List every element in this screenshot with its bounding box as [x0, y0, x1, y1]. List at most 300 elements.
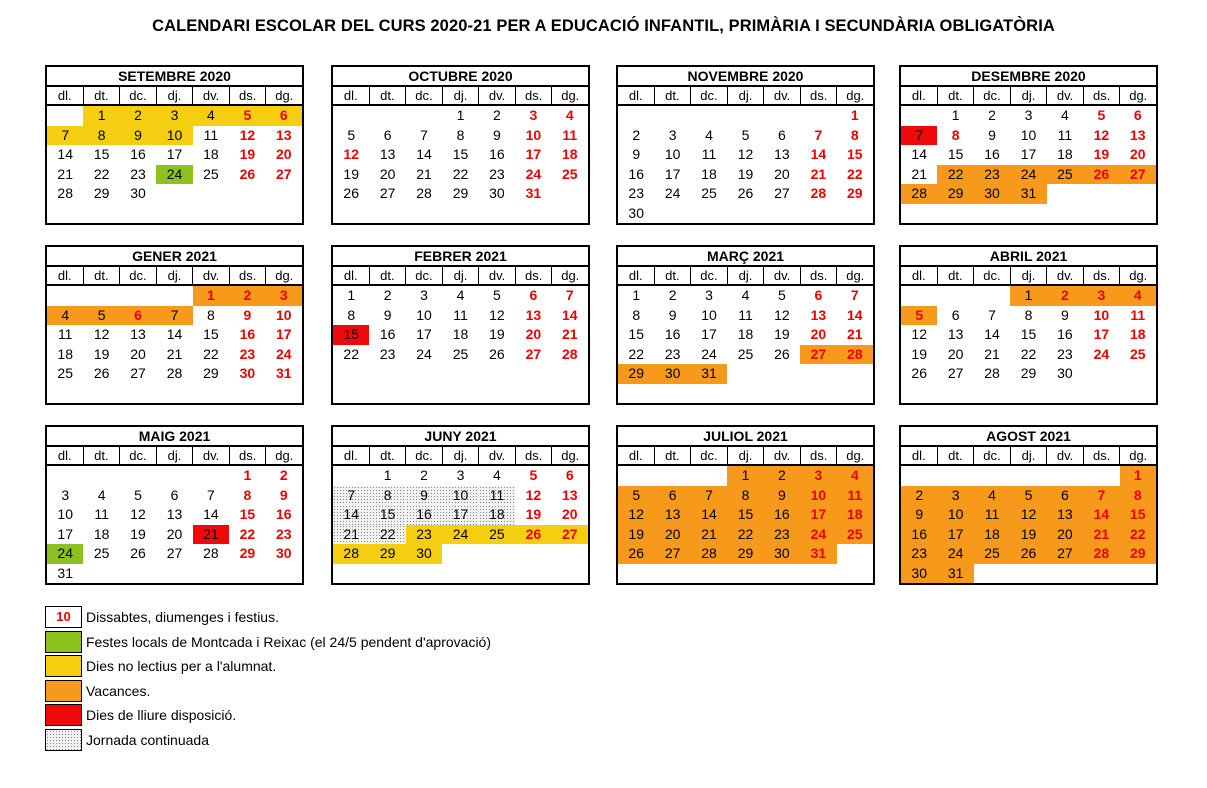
- empty-cell: [120, 564, 156, 584]
- empty-cell: [1083, 564, 1119, 584]
- day-cell: 8: [727, 486, 763, 506]
- weekday-label: dv.: [479, 87, 516, 104]
- day-cell: 22: [846, 165, 863, 182]
- day-cell: 25: [1129, 345, 1146, 362]
- day-cell: 19: [911, 345, 927, 362]
- day-cell: 13: [654, 505, 690, 525]
- weekday-label: dc.: [974, 447, 1011, 464]
- day-cell: 11: [837, 486, 873, 506]
- empty-cell: [442, 204, 478, 224]
- weekday-label: dj.: [728, 447, 765, 464]
- day-cell: 12: [130, 506, 146, 522]
- day-cell: 18: [837, 505, 873, 525]
- day-cell: 10: [701, 306, 717, 323]
- day-cell: 19: [239, 146, 256, 162]
- day-cell: 13: [275, 126, 292, 143]
- month-calendar: [616, 425, 875, 585]
- legend-swatch: [45, 680, 82, 702]
- empty-cell: [654, 564, 690, 584]
- day-cell: 1: [193, 286, 229, 306]
- empty-cell: [266, 384, 302, 404]
- day-cell: 24: [937, 544, 973, 564]
- legend-label: Jornada continuada: [86, 731, 209, 748]
- day-cell: 7: [1083, 486, 1119, 506]
- day-cell: 16: [901, 525, 937, 545]
- days-grid: [618, 286, 873, 403]
- weekday-label: dt.: [370, 87, 407, 104]
- day-cell: 15: [1120, 505, 1156, 525]
- day-cell: 18: [452, 326, 469, 342]
- weekday-label: dl.: [333, 447, 370, 464]
- day-cell: 12: [1010, 505, 1046, 525]
- day-cell: 7: [207, 486, 215, 503]
- weekday-label: dc.: [691, 87, 728, 104]
- empty-cell: [83, 564, 119, 584]
- day-cell: 2: [420, 467, 428, 483]
- day-cell: 4: [47, 306, 83, 326]
- weekday-label: dv.: [1047, 447, 1084, 464]
- day-cell: 27: [774, 185, 790, 201]
- day-cell: 28: [901, 184, 937, 204]
- empty-cell: [515, 384, 551, 404]
- weekday-label: ds.: [516, 267, 553, 284]
- day-cell: 5: [901, 306, 937, 326]
- day-cell: 11: [57, 326, 73, 342]
- day-cell: 29: [93, 185, 110, 201]
- weekday-label: dl.: [618, 87, 655, 104]
- day-cell: 9: [243, 306, 252, 323]
- day-cell: 1: [632, 287, 641, 303]
- empty-cell: [764, 106, 800, 126]
- empty-cell: [552, 364, 588, 384]
- empty-cell: [800, 384, 836, 404]
- day-cell: 21: [846, 326, 863, 342]
- day-cell: 16: [984, 146, 1000, 162]
- day-cell: 17: [416, 326, 432, 342]
- weekday-label: dg.: [561, 268, 580, 283]
- empty-cell: [406, 384, 442, 404]
- day-cell: 6: [529, 287, 538, 303]
- day-cell: 7: [988, 306, 996, 323]
- day-cell: 3: [800, 466, 836, 486]
- weekday-label: dg.: [1129, 268, 1148, 283]
- day-cell: 26: [737, 185, 754, 201]
- weekday-label: dl.: [901, 87, 938, 104]
- day-cell: 26: [774, 345, 790, 362]
- empty-cell: [120, 466, 156, 486]
- empty-cell: [442, 544, 478, 564]
- day-cell: 18: [561, 146, 578, 162]
- day-cell: 26: [911, 365, 927, 381]
- day-cell: 23: [628, 185, 644, 201]
- day-cell: 20: [525, 326, 542, 342]
- day-cell: 17: [57, 525, 73, 542]
- day-cell: 16: [379, 326, 396, 342]
- day-cell: 29: [937, 184, 973, 204]
- weekday-header: [333, 87, 588, 106]
- weekday-label: dv.: [193, 447, 230, 464]
- day-cell: 30: [130, 185, 146, 201]
- day-cell: 14: [1083, 505, 1119, 525]
- empty-cell: [727, 364, 763, 384]
- day-cell: 12: [525, 486, 542, 503]
- empty-cell: [691, 564, 727, 584]
- day-cell: 17: [1093, 326, 1110, 342]
- weekday-label: dg.: [561, 88, 580, 103]
- empty-cell: [369, 564, 405, 584]
- weekday-label: dt.: [370, 267, 407, 284]
- month-title: MAIG 2021: [47, 427, 302, 447]
- empty-cell: [83, 466, 119, 486]
- empty-cell: [837, 564, 873, 584]
- day-cell: 20: [561, 506, 578, 522]
- day-cell: 23: [275, 525, 292, 542]
- empty-cell: [193, 204, 229, 224]
- empty-cell: [369, 364, 405, 384]
- day-cell: 3: [1083, 286, 1119, 306]
- empty-cell: [654, 106, 690, 126]
- empty-cell: [442, 564, 478, 584]
- empty-cell: [800, 564, 836, 584]
- month-title: GENER 2021: [47, 247, 302, 267]
- day-cell: 21: [166, 345, 183, 362]
- weekday-label: dl.: [333, 267, 370, 284]
- day-cell: 14: [846, 306, 863, 323]
- empty-cell: [727, 106, 763, 126]
- empty-cell: [974, 286, 1010, 306]
- empty-cell: [120, 384, 156, 404]
- month-title: MARÇ 2021: [618, 247, 873, 267]
- day-cell: 12: [911, 326, 927, 342]
- day-cell: 9: [1061, 306, 1069, 323]
- day-cell: 15: [333, 325, 369, 345]
- month-calendar: [616, 65, 875, 225]
- day-cell: 11: [94, 506, 109, 522]
- day-cell: 26: [1083, 165, 1119, 185]
- day-cell: 1: [383, 467, 392, 483]
- day-cell: 11: [479, 486, 515, 506]
- empty-cell: [837, 204, 873, 224]
- empty-cell: [193, 384, 229, 404]
- weekday-label: dc.: [974, 267, 1011, 284]
- day-cell: 26: [489, 345, 505, 362]
- day-cell: 29: [369, 544, 405, 564]
- day-cell: 9: [901, 505, 937, 525]
- empty-cell: [406, 106, 442, 126]
- day-cell: 22: [93, 165, 110, 182]
- empty-cell: [837, 364, 873, 384]
- day-cell: 3: [529, 107, 538, 123]
- day-cell: 25: [974, 544, 1010, 564]
- day-cell: 25: [452, 345, 469, 362]
- weekday-label: dt.: [938, 267, 975, 284]
- day-cell: 3: [420, 287, 428, 303]
- empty-cell: [479, 544, 515, 564]
- weekday-label: dj.: [443, 447, 480, 464]
- day-cell: 5: [493, 287, 501, 303]
- day-cell: 15: [452, 146, 469, 162]
- day-cell: 14: [416, 146, 432, 162]
- day-cell: 21: [193, 525, 229, 545]
- day-cell: 17: [275, 326, 292, 342]
- month-calendar: [331, 65, 590, 225]
- day-cell: 21: [416, 165, 432, 182]
- empty-cell: [901, 466, 937, 486]
- empty-cell: [266, 184, 302, 204]
- day-cell: 16: [239, 326, 256, 342]
- day-cell: 6: [383, 126, 392, 143]
- empty-cell: [229, 384, 265, 404]
- day-cell: 25: [57, 365, 73, 381]
- day-cell: 5: [1010, 486, 1046, 506]
- legend: [45, 605, 491, 752]
- empty-cell: [333, 106, 369, 126]
- day-cell: 18: [737, 326, 754, 342]
- empty-cell: [1083, 364, 1119, 384]
- empty-cell: [1047, 564, 1083, 584]
- day-cell: 8: [347, 306, 356, 323]
- day-cell: 10: [57, 506, 73, 522]
- empty-cell: [654, 466, 690, 486]
- day-cell: 22: [239, 525, 256, 542]
- day-cell: 1: [243, 467, 252, 483]
- empty-cell: [333, 364, 369, 384]
- empty-cell: [83, 384, 119, 404]
- empty-cell: [1083, 184, 1119, 204]
- day-cell: 30: [275, 545, 292, 561]
- weekday-label: dt.: [655, 267, 692, 284]
- weekday-label: dt.: [84, 447, 121, 464]
- day-cell: 25: [1047, 165, 1083, 185]
- month-title: FEBRER 2021: [333, 247, 588, 267]
- empty-cell: [1083, 466, 1119, 486]
- empty-cell: [901, 384, 937, 404]
- day-cell: 2: [901, 486, 937, 506]
- day-cell: 27: [800, 345, 836, 365]
- day-cell: 4: [1061, 107, 1069, 123]
- day-cell: 2: [279, 467, 288, 483]
- day-cell: 17: [664, 165, 681, 182]
- weekday-label: dc.: [406, 267, 443, 284]
- day-cell: 11: [1130, 306, 1146, 323]
- empty-cell: [83, 204, 119, 224]
- empty-cell: [691, 106, 727, 126]
- day-cell: 8: [243, 486, 252, 503]
- day-cell: 4: [97, 486, 106, 503]
- day-cell: 19: [93, 345, 110, 362]
- weekday-label: dt.: [84, 87, 121, 104]
- legend-label: Dies de lliure disposició.: [86, 707, 237, 724]
- day-cell: 15: [239, 506, 256, 522]
- empty-cell: [406, 204, 442, 224]
- day-cell: 9: [764, 486, 800, 506]
- empty-cell: [1120, 384, 1156, 404]
- empty-cell: [937, 384, 973, 404]
- weekday-label: dg.: [846, 88, 865, 103]
- legend-item: [45, 703, 491, 728]
- day-cell: 20: [947, 345, 964, 362]
- day-cell: 10: [664, 146, 681, 162]
- day-cell: 26: [130, 545, 146, 561]
- day-cell: 9: [120, 126, 156, 146]
- weekday-label: ds.: [1084, 447, 1121, 464]
- day-cell: 10: [275, 306, 292, 323]
- day-cell: 31: [1010, 184, 1046, 204]
- day-cell: 5: [83, 306, 119, 326]
- empty-cell: [515, 544, 551, 564]
- empty-cell: [974, 564, 1010, 584]
- weekday-label: dg.: [275, 448, 294, 463]
- month-title: AGOST 2021: [901, 427, 1156, 447]
- legend-item: [45, 679, 491, 704]
- day-cell: 14: [203, 506, 219, 522]
- empty-cell: [229, 204, 265, 224]
- weekday-label: dj.: [728, 87, 765, 104]
- empty-cell: [727, 204, 763, 224]
- day-cell: 30: [489, 185, 505, 201]
- day-cell: 1: [456, 107, 465, 123]
- days-grid: [901, 106, 1156, 223]
- day-cell: 1: [850, 107, 859, 123]
- day-cell: 20: [130, 345, 146, 362]
- day-cell: 5: [1097, 107, 1106, 123]
- day-cell: 6: [1047, 486, 1083, 506]
- day-cell: 22: [343, 345, 359, 362]
- day-cell: 29: [1020, 365, 1037, 381]
- month-title: JULIOL 2021: [618, 427, 873, 447]
- day-cell: 5: [229, 106, 265, 126]
- weekday-label: dl.: [333, 87, 370, 104]
- day-cell: 17: [525, 146, 542, 162]
- day-cell: 30: [406, 544, 442, 564]
- weekday-label: dt.: [938, 447, 975, 464]
- legend-swatch: [45, 655, 82, 677]
- month-title: NOVEMBRE 2020: [618, 67, 873, 87]
- day-cell: 23: [130, 165, 146, 182]
- empty-cell: [515, 204, 551, 224]
- day-cell: 21: [911, 165, 927, 182]
- legend-label: Festes locals de Montcada i Reixac (el 24/5 pendent d'aprovació): [86, 633, 492, 650]
- empty-cell: [47, 466, 83, 486]
- day-cell: 24: [156, 165, 192, 185]
- day-cell: 16: [764, 505, 800, 525]
- day-cell: 14: [984, 326, 1000, 342]
- weekday-label: ds.: [801, 267, 838, 284]
- day-cell: 1: [727, 466, 763, 486]
- weekday-label: dl.: [618, 447, 655, 464]
- day-cell: 13: [130, 326, 146, 342]
- day-cell: 28: [691, 544, 727, 564]
- days-grid: [901, 286, 1156, 403]
- day-cell: 9: [493, 126, 501, 143]
- day-cell: 21: [333, 525, 369, 545]
- empty-cell: [1010, 466, 1046, 486]
- empty-cell: [193, 184, 229, 204]
- page-title: CALENDARI ESCOLAR DEL CURS 2020-21 PER A EDUCACIÓ INFANTIL, PRIMÀRIA I SECUNDÀRIA OBLIGATÒRIA: [152, 17, 1055, 35]
- empty-cell: [369, 204, 405, 224]
- day-cell: 19: [1010, 525, 1046, 545]
- day-cell: 14: [166, 326, 183, 342]
- day-cell: 7: [814, 126, 823, 143]
- day-cell: 16: [664, 326, 681, 342]
- day-cell: 18: [57, 345, 73, 362]
- day-cell: 15: [203, 326, 219, 342]
- empty-cell: [369, 384, 405, 404]
- day-cell: 15: [846, 146, 863, 162]
- empty-cell: [691, 204, 727, 224]
- day-cell: 24: [1010, 165, 1046, 185]
- day-cell: 8: [83, 126, 119, 146]
- day-cell: 27: [130, 365, 146, 381]
- day-cell: 25: [837, 525, 873, 545]
- legend-swatch: 10: [45, 606, 82, 628]
- day-cell: 14: [333, 505, 369, 525]
- day-cell: 2: [632, 126, 641, 143]
- day-cell: 7: [47, 126, 83, 146]
- empty-cell: [937, 286, 973, 306]
- day-cell: 13: [525, 306, 542, 323]
- day-cell: 29: [846, 185, 863, 201]
- day-cell: 24: [1093, 345, 1110, 362]
- day-cell: 21: [691, 525, 727, 545]
- empty-cell: [618, 106, 654, 126]
- day-cell: 12: [1093, 126, 1110, 143]
- day-cell: 7: [691, 486, 727, 506]
- day-cell: 5: [778, 287, 786, 303]
- day-cell: 29: [203, 365, 219, 381]
- empty-cell: [229, 564, 265, 584]
- weekday-header: [618, 267, 873, 286]
- day-cell: 6: [951, 306, 960, 323]
- day-cell: 11: [738, 306, 753, 323]
- empty-cell: [618, 466, 654, 486]
- day-cell: 28: [416, 185, 432, 201]
- day-cell: 22: [369, 525, 405, 545]
- legend-item: [45, 728, 491, 753]
- day-cell: 23: [239, 345, 256, 362]
- day-cell: 1: [83, 106, 119, 126]
- weekday-header: [618, 87, 873, 106]
- day-cell: 1: [1120, 466, 1156, 486]
- day-cell: 16: [489, 146, 505, 162]
- day-cell: 26: [239, 165, 256, 182]
- empty-cell: [193, 466, 229, 486]
- days-grid: [333, 106, 588, 223]
- empty-cell: [654, 204, 690, 224]
- day-cell: 23: [1057, 345, 1073, 362]
- day-cell: 24: [442, 525, 478, 545]
- empty-cell: [1010, 384, 1046, 404]
- day-cell: 5: [741, 126, 750, 143]
- day-cell: 24: [416, 345, 432, 362]
- empty-cell: [974, 204, 1010, 224]
- day-cell: 2: [988, 107, 996, 123]
- day-cell: 31: [691, 364, 727, 384]
- day-cell: 18: [974, 525, 1010, 545]
- day-cell: 2: [668, 287, 677, 303]
- day-cell: 21: [1083, 525, 1119, 545]
- legend-swatch: [45, 704, 82, 726]
- day-cell: 24: [664, 185, 681, 201]
- empty-cell: [333, 564, 369, 584]
- empty-cell: [974, 384, 1010, 404]
- empty-cell: [800, 204, 836, 224]
- day-cell: 3: [1024, 107, 1033, 123]
- weekday-label: dj.: [157, 447, 194, 464]
- day-cell: 23: [764, 525, 800, 545]
- weekday-label: ds.: [801, 447, 838, 464]
- weekday-header: [901, 267, 1156, 286]
